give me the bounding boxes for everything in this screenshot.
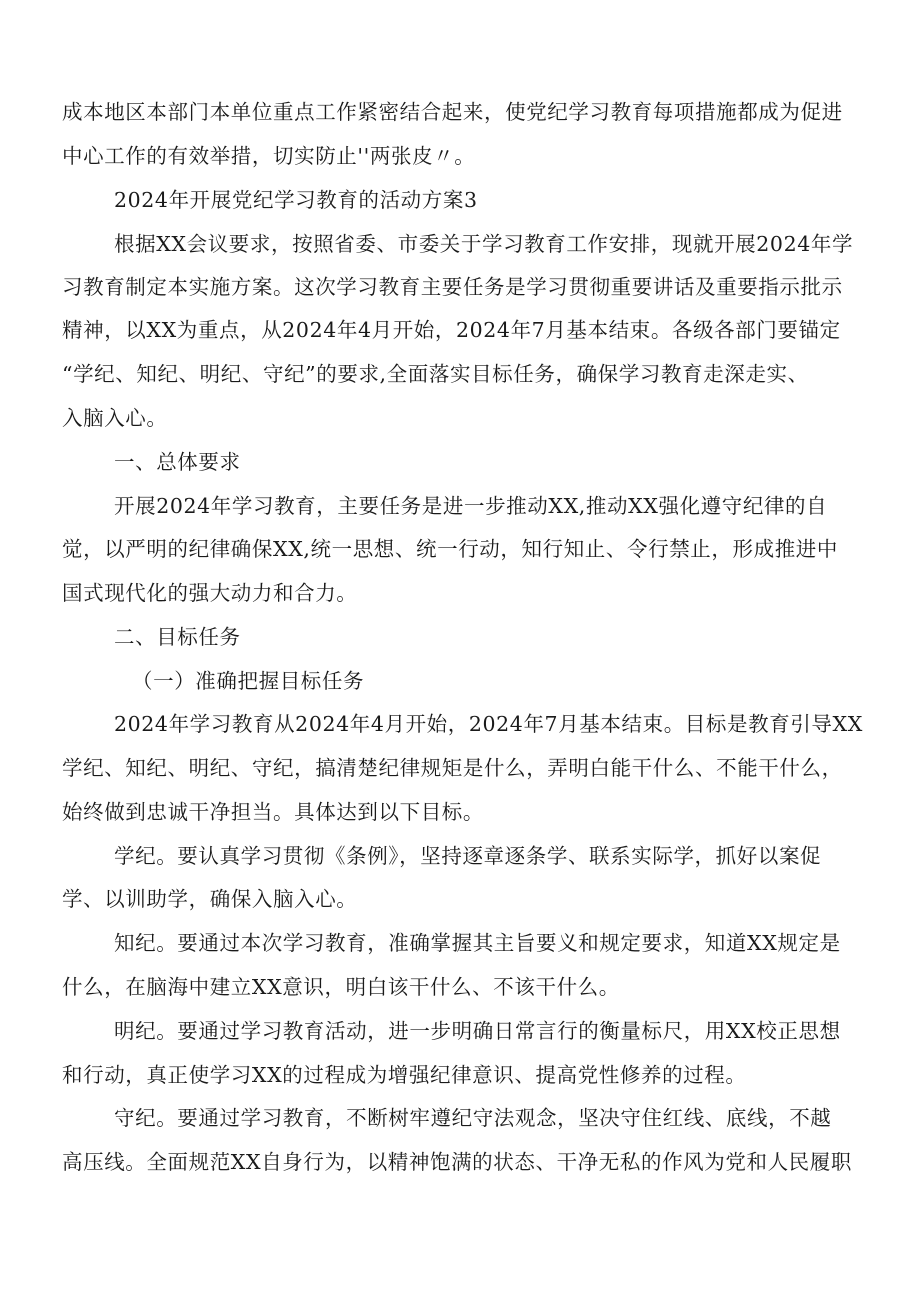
- subheading-objectives: （一）准确把握目标任务: [132, 669, 365, 693]
- heading-general-requirements: 一、总体要求: [114, 450, 241, 474]
- text-line-18: 学纪。要认真学习贯彻《条例》，坚持逐章逐条学、联系实际学，抓好以案促: [114, 844, 822, 868]
- text-line-21: 什么，在脑海中建立XX意识，明白该干什么、不该干什么。: [62, 975, 620, 999]
- text-line-2: 中心工作的有效举措，切实防止''两张皮〃。: [62, 144, 476, 168]
- heading-objectives: 二、目标任务: [114, 625, 241, 649]
- text-line-23: 和行动，真正使学习XX的过程成为增强纪律意识、提高党性修养的过程。: [62, 1063, 747, 1087]
- text-line-6: 精神，以XX为重点，从2024年4月开始，2024年7月基本结束。各级各部门要锚定: [62, 318, 841, 342]
- text-line-5: 习教育制定本实施方案。这次学习教育主要任务是学习贯彻重要讲话及重要指示批示: [62, 275, 843, 299]
- text-line-25: 高压线。全面规范XX自身行为，以精神饱满的状态、干净无私的作风为党和人民履职: [62, 1150, 852, 1174]
- text-line-8: 入脑入心。: [62, 406, 168, 430]
- text-line-12: 国式现代化的强大动力和合力。: [62, 581, 358, 605]
- text-line-4: 根据XX会议要求，按照省委、市委关于学习教育工作安排，现就开展2024年学: [114, 232, 854, 256]
- text-line-19: 学、以训助学，确保入脑入心。: [62, 887, 358, 911]
- text-line-20: 知纪。要通过本次学习教育，准确掌握其主旨要义和规定要求，知道XX规定是: [114, 931, 841, 955]
- text-line-24: 守纪。要通过学习教育，不断树牢遵纪守法观念，坚决守住红线、底线，不越: [114, 1106, 832, 1130]
- text-line-7: “学纪、知纪、明纪、守纪”的要求,全面落实目标任务，确保学习教育走深走实、: [62, 362, 809, 386]
- section-title: 2024年开展党纪学习教育的活动方案3: [114, 188, 478, 212]
- text-line-11: 觉，以严明的纪律确保XX,统一思想、统一行动，知行知止、令行禁止，形成推进中: [62, 537, 839, 561]
- text-line-16: 学纪、知纪、明纪、守纪，搞清楚纪律规矩是什么，弄明白能干什么、不能干什么，: [62, 756, 843, 780]
- text-line-22: 明纪。要通过学习教育活动，进一步明确日常言行的衡量标尺，用XX校正思想: [114, 1019, 841, 1043]
- text-line-15: 2024年学习教育从2024年4月开始，2024年7月基本结束。目标是教育引导XX: [114, 712, 863, 736]
- text-line-17: 始终做到忠诚干净担当。具体达到以下目标。: [62, 800, 484, 824]
- text-line-1: 成本地区本部门本单位重点工作紧密结合起来，使党纪学习教育每项措施都成为促进: [62, 100, 843, 124]
- text-line-10: 开展2024年学习教育，主要任务是进一步推动XX,推动XX强化遵守纪律的自: [114, 494, 828, 518]
